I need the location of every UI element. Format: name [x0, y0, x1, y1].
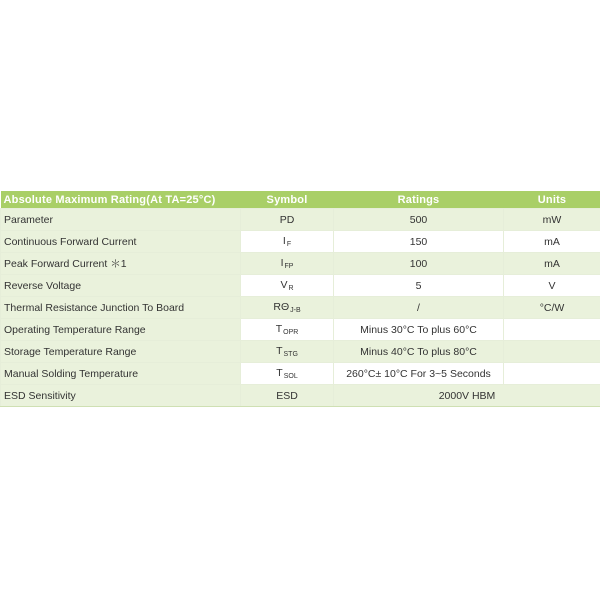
table-row	[1, 231, 600, 253]
unit-cell: V	[504, 275, 600, 297]
rating-cell: 260°C± 10°C For 3~5 Seconds	[334, 363, 504, 385]
parameter-cell: ESD Sensitivity	[1, 385, 241, 407]
table-row	[1, 275, 600, 297]
symbol-cell	[241, 275, 334, 297]
symbol-subscript: J-B	[290, 307, 301, 314]
parameter-cell: Thermal Resistance Junction To Board	[1, 297, 241, 319]
symbol-subscript: SOL	[283, 373, 298, 380]
table-row	[1, 209, 600, 231]
symbol-main: T	[276, 345, 283, 357]
symbol-cell	[241, 253, 334, 275]
symbol-cell	[241, 209, 334, 231]
symbol-main: T	[276, 367, 283, 379]
unit-cell: °C/W	[504, 297, 600, 319]
header-units: Units	[504, 191, 600, 209]
parameter-cell: Manual Solding Temperature	[1, 363, 241, 385]
rating-cell: 100	[334, 253, 504, 275]
symbol-cell	[241, 363, 334, 385]
symbol-main: PD	[279, 213, 295, 226]
parameter-cell: Peak Forward Current ＊1	[1, 253, 241, 275]
symbol-subscript: OPR	[283, 329, 299, 336]
rating-cell: Minus 30°C To plus 60°C	[334, 319, 504, 341]
table-header-row	[1, 191, 600, 209]
ratings-table-container	[0, 191, 600, 407]
header-symbol: Symbol	[241, 191, 334, 209]
symbol-main: RΘ	[273, 301, 290, 313]
symbol-main: T	[275, 323, 283, 335]
symbol-main: I	[282, 235, 286, 247]
parameter-cell: Continuous Forward Current	[1, 231, 241, 253]
symbol-cell	[241, 385, 334, 407]
unit-cell	[504, 319, 600, 341]
symbol-main: I	[280, 257, 284, 269]
parameter-cell: Storage Temperature Range	[1, 341, 241, 363]
table-row	[1, 385, 600, 407]
symbol-cell	[241, 319, 334, 341]
unit-cell: mW	[504, 209, 600, 231]
symbol-subscript: FP	[284, 263, 294, 270]
table-body	[1, 209, 600, 407]
table-row	[1, 363, 600, 385]
parameter-cell: Operating Temperature Range	[1, 319, 241, 341]
symbol-cell	[241, 297, 334, 319]
rating-cell: /	[334, 297, 504, 319]
header-ratings: Ratings	[334, 191, 504, 209]
rating-cell: 500	[334, 209, 504, 231]
symbol-main: ESD	[276, 389, 298, 402]
rating-cell: 150	[334, 231, 504, 253]
table-row	[1, 341, 600, 363]
unit-cell: mA	[504, 253, 600, 275]
absolute-maximum-ratings-table	[0, 191, 600, 407]
table-row	[1, 297, 600, 319]
table-row	[1, 319, 600, 341]
symbol-subscript: STG	[283, 351, 298, 358]
parameter-cell: Parameter	[1, 209, 241, 231]
symbol-subscript: F	[286, 241, 292, 248]
parameter-cell: Reverse Voltage	[1, 275, 241, 297]
symbol-cell	[241, 341, 334, 363]
symbol-cell	[241, 231, 334, 253]
unit-cell: mA	[504, 231, 600, 253]
header-parameter: Absolute Maximum Rating(At TA=25°C)	[1, 191, 241, 209]
table-row	[1, 253, 600, 275]
symbol-subscript: R	[288, 285, 294, 292]
unit-cell	[504, 363, 600, 385]
rating-cell: 2000V HBM	[334, 385, 600, 407]
rating-cell: 5	[334, 275, 504, 297]
symbol-main: V	[280, 279, 288, 291]
rating-cell: Minus 40°C To plus 80°C	[334, 341, 504, 363]
unit-cell	[504, 341, 600, 363]
